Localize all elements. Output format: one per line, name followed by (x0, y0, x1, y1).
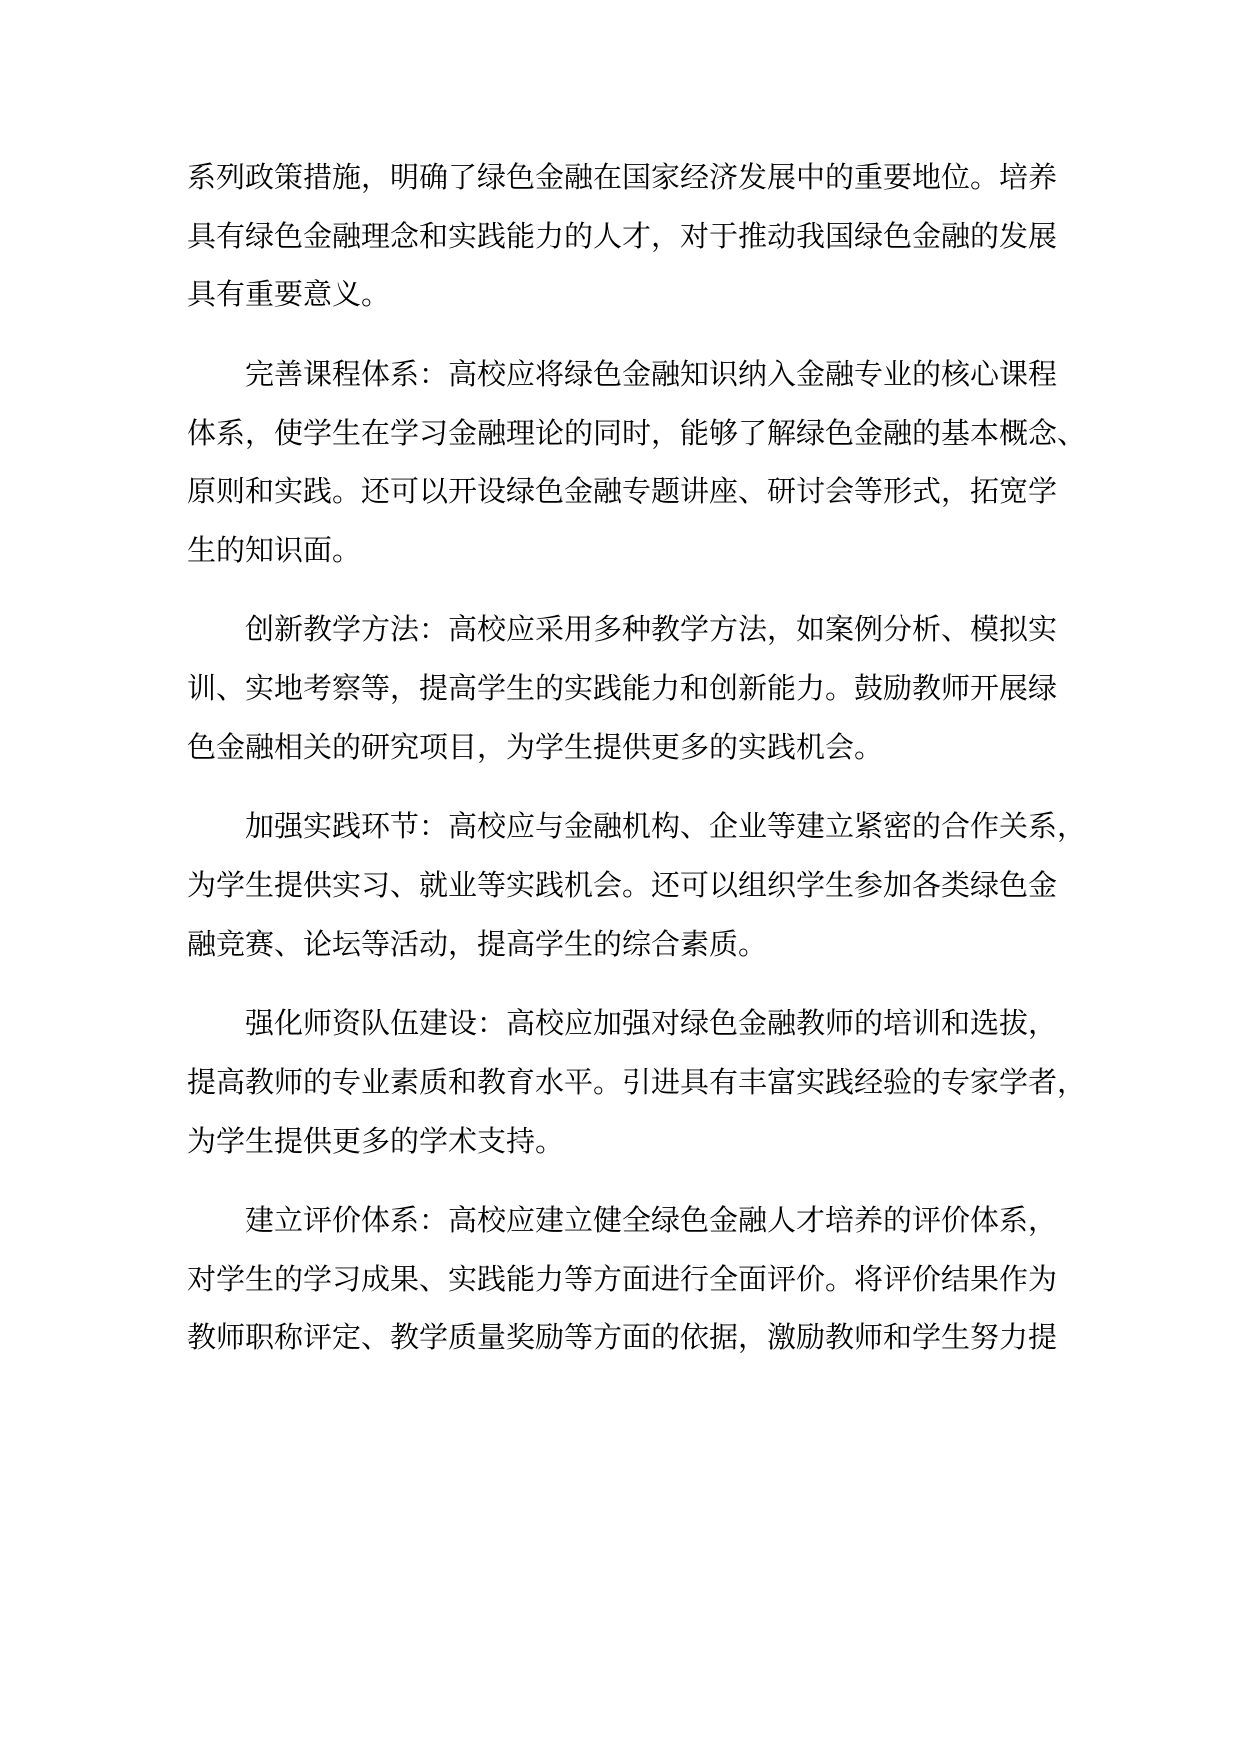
document-body (187, 148, 1087, 1388)
text-line: 具有重要意义。 (187, 277, 391, 312)
text-line: 系列政策措施，明确了绿色金融在国家经济发展中的重要地位。培养 (187, 160, 1058, 194)
text-line: 体系，使学生在学习金融理论的同时，能够了解绿色金融的基本概念、 (187, 415, 1087, 450)
text-line: 对学生的学习成果、实践能力等方面进行全面评价。将评价结果作为 (187, 1261, 1058, 1296)
paragraph-evaluation (187, 1191, 1058, 1367)
paragraph-policy-significance (187, 148, 1058, 324)
text-line: 具有绿色金融理念和实践能力的人才，对于推动我国绿色金融的发展 (187, 218, 1058, 253)
paragraph-curriculum (187, 345, 1087, 580)
text-line: 原则和实践。还可以开设绿色金融专题讲座、研讨会等形式，拓宽学 (187, 474, 1058, 509)
paragraph-practice (187, 797, 1087, 973)
text-line: 生的知识面。 (187, 532, 362, 567)
paragraph-faculty (187, 994, 1087, 1170)
text-line: 完善课程体系：高校应将绿色金融知识纳入金融专业的核心课程 (245, 356, 1058, 391)
text-line: 为学生提供更多的学术支持。 (187, 1123, 565, 1158)
text-line: 加强实践环节：高校应与金融机构、企业等建立紧密的合作关系， (245, 809, 1087, 844)
text-line: 提高教师的专业素质和教育水平。引进具有丰富实践经验的专家学者， (187, 1064, 1087, 1099)
text-line: 训、实地考察等，提高学生的实践能力和创新能力。鼓励教师开展绿 (187, 671, 1058, 706)
text-line: 建立评价体系：高校应建立健全绿色金融人才培养的评价体系， (245, 1202, 1058, 1237)
text-line: 教师职称评定、教学质量奖励等方面的依据，激励教师和学生努力提 (187, 1320, 1058, 1355)
text-line: 为学生提供实习、就业等实践机会。还可以组织学生参加各类绿色金 (187, 867, 1058, 902)
text-line: 融竞赛、论坛等活动，提高学生的综合素质。 (187, 926, 768, 961)
paragraph-teaching-methods (187, 600, 1058, 776)
text-line: 色金融相关的研究项目，为学生提供更多的实践机会。 (187, 729, 884, 764)
text-line: 创新教学方法：高校应采用多种教学方法，如案例分析、模拟实 (245, 612, 1058, 647)
text-line: 强化师资队伍建设：高校应加强对绿色金融教师的培训和选拔， (245, 1006, 1058, 1041)
